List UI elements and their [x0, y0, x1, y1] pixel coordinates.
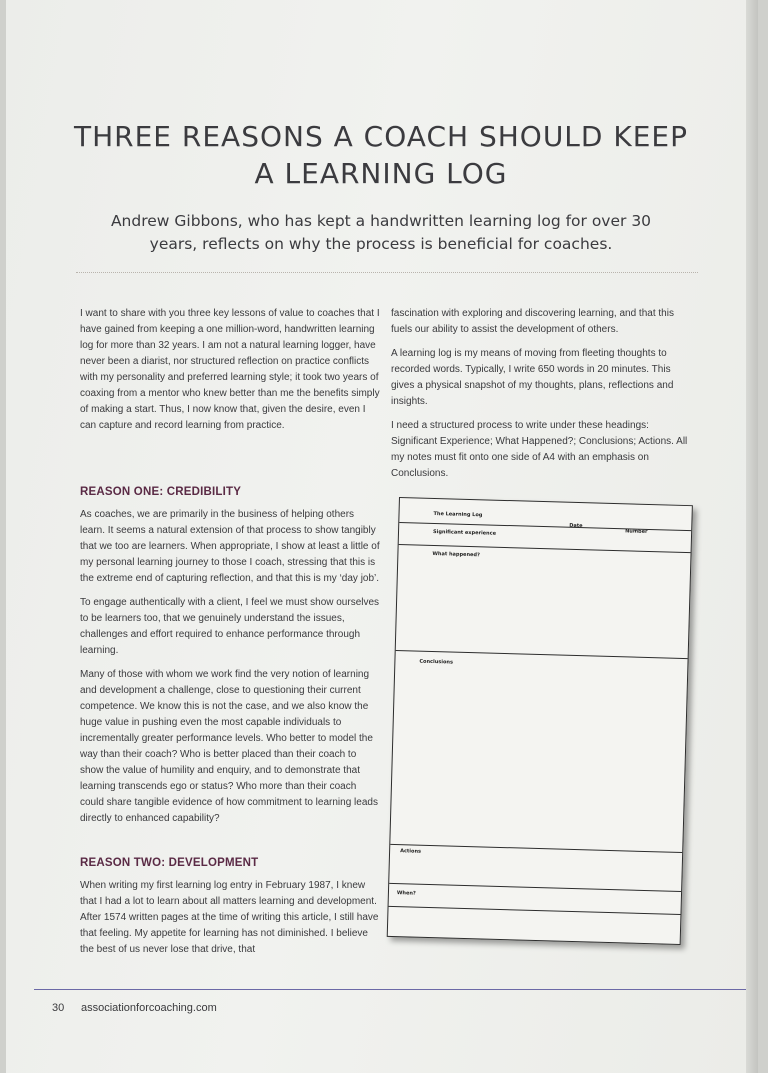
page-number: 30	[52, 1002, 65, 1014]
credibility-paragraph-1: As coaches, we are primarily in the business of helping others learn. It seems a natural extension of that process to show tangibly that we too are learners. When appropriate, I show at least a little of my personal learning journey to those I coach, stressing that this is the extreme end of capturing reflection, and that this is my ‘day job’.	[80, 509, 380, 584]
form-number-label: Number	[625, 528, 648, 535]
form-significant-label: Significant experience	[432, 528, 497, 537]
form-date-label: Date	[569, 522, 583, 530]
magazine-page	[6, 0, 758, 1073]
credibility-paragraph-2: To engage authentically with a client, I feel we must show ourselves to be learners too, that we genuinely understand the issues, challenges and effort required to enhance performance through learning.	[80, 597, 380, 656]
page-edge-shadow	[746, 0, 758, 1073]
title-divider	[76, 272, 698, 273]
form-line	[389, 906, 681, 915]
section-heading-credibility: REASON ONE: CREDIBILITY	[80, 486, 242, 498]
right-column	[391, 306, 696, 490]
form-line	[389, 883, 681, 892]
form-when-label: When?	[396, 890, 416, 897]
section-development	[80, 855, 380, 966]
form-line	[396, 650, 688, 659]
form-actions-label: Actions	[400, 848, 422, 855]
intro-paragraph: I want to share with you three key lessons of value to coaches that I have gained from keeping a one million-word, handwritten learning log for more than 32 years. I am not a natural learning logger, have never been a diarist, nor structured reflection on practice conflicts with my personality and preferred learning style; it took two years of coaxing from a mentor who knew better than me the benefits simply of making a start. Thus, I now know that, given the desire, even I can capture and record learning from practice.	[80, 308, 380, 431]
footer-divider	[34, 989, 746, 990]
right-paragraph-2: A learning log is my means of moving from fleeting thoughts to recorded words. Typically, I write 650 words in 20 minutes. This gives a physical snapshot of my thoughts, plans, reflections and insights.	[391, 348, 674, 407]
learning-log-form	[387, 497, 693, 945]
form-title: The Learning Log	[433, 510, 483, 519]
section-heading-development: REASON TWO: DEVELOPMENT	[80, 857, 259, 869]
right-paragraph-3: I need a structured process to write under these headings: Significant Experience; What Happened?; Conclusions; Actions. All my notes must fit onto one side of A4 with an emphasis on Conclusions.	[391, 420, 688, 479]
form-what-happened-label: What happened?	[432, 550, 480, 559]
footer-website: associationforcoaching.com	[81, 1002, 217, 1014]
article-subtitle: Andrew Gibbons, who has kept a handwritten learning log for over 30 years, reflects on why the process is beneficial for coaches.	[110, 212, 652, 253]
article-title: THREE REASONS A COACH SHOULD KEEP A LEARNING LOG	[74, 120, 688, 190]
section-credibility	[80, 484, 380, 835]
left-column-intro	[80, 306, 380, 442]
development-paragraph-1: When writing my first learning log entry in February 1987, I knew that I had a lot to learn about all matters learning and development. After 1574 written pages at the time of writing this article, I still have that feeling. My appetite for learning has not diminished. I believe the best of us never lose that drive, that	[80, 880, 379, 955]
credibility-paragraph-3: Many of those with whom we work find the very notion of learning and development a challenge, close to questioning their current competence. We know this is not the case, and we also know the huge value in pushing even the most capable individuals to incrementally greater performance levels. Who better to model the way than their coach? Who is better placed than their coach to show the value of humility and enquiry, and to demonstrate that learning transcends ego or status? Who more than their coach could share tangible evidence of how commitment to learning leads directly to enhanced capability?	[80, 669, 378, 824]
right-paragraph-1: fascination with exploring and discovering learning, and that this fuels our ability to assist the development of others.	[391, 308, 674, 335]
form-line	[390, 844, 682, 853]
form-conclusions-label: Conclusions	[419, 658, 454, 666]
